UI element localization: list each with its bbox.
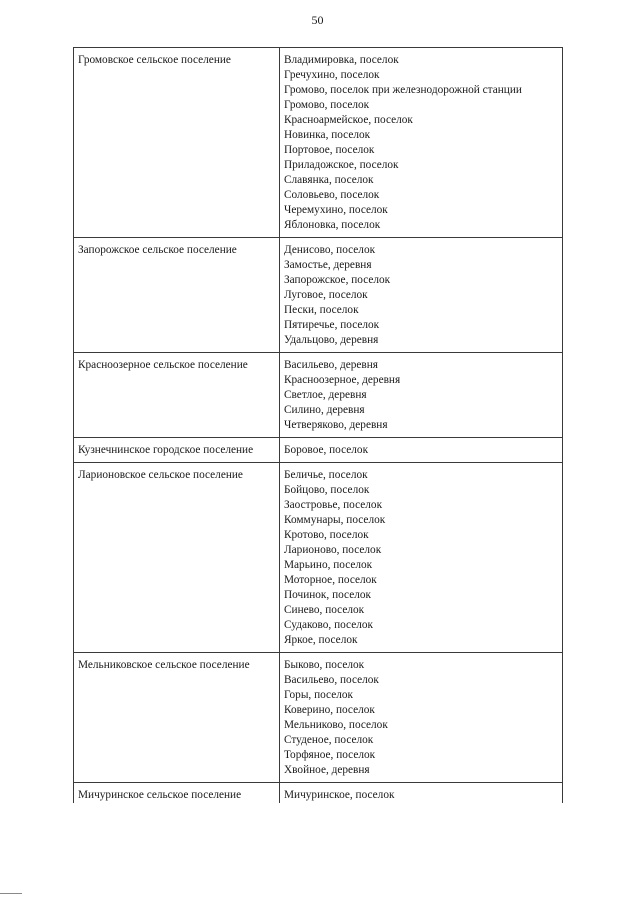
locality-item: Громово, поселок bbox=[284, 99, 370, 111]
locality-item: Васильево, поселок bbox=[284, 674, 379, 686]
locality-item: Новинка, поселок bbox=[284, 129, 371, 141]
table-row bbox=[74, 48, 563, 238]
locality-item: Горы, поселок bbox=[284, 689, 353, 701]
locality-item: Четверяково, деревня bbox=[284, 419, 388, 431]
page-number: 50 bbox=[311, 13, 324, 27]
localities-cell bbox=[280, 463, 563, 653]
localities-cell bbox=[280, 48, 563, 238]
locality-item: Яркое, поселок bbox=[284, 634, 358, 646]
locality-item: Синево, поселок bbox=[284, 604, 365, 616]
locality-item: Приладожское, поселок bbox=[284, 159, 399, 171]
locality-item: Ларионово, поселок bbox=[284, 544, 382, 556]
settlements-table bbox=[73, 47, 563, 803]
locality-item: Запорожское, поселок bbox=[284, 274, 391, 286]
locality-item: Кротово, поселок bbox=[284, 529, 369, 541]
municipality-cell: Мичуринское сельское поселение bbox=[74, 783, 280, 804]
municipality-cell: Ларионовское сельское поселение bbox=[74, 463, 280, 653]
localities-cell bbox=[280, 238, 563, 353]
municipality-cell: Громовское сельское поселение bbox=[74, 48, 280, 238]
table-row bbox=[74, 238, 563, 353]
locality-item: Починок, поселок bbox=[284, 589, 371, 601]
locality-item: Боровое, поселок bbox=[284, 444, 369, 456]
locality-item: Торфяное, поселок bbox=[284, 749, 376, 761]
table-row bbox=[74, 653, 563, 783]
locality-item: Беличье, поселок bbox=[284, 469, 368, 481]
localities-cell bbox=[280, 783, 563, 804]
locality-item: Яблоновка, поселок bbox=[284, 219, 381, 231]
locality-item: Васильево, деревня bbox=[284, 359, 378, 371]
locality-item: Светлое, деревня bbox=[284, 389, 367, 401]
locality-item: Заостровье, поселок bbox=[284, 499, 383, 511]
locality-item: Гречухино, поселок bbox=[284, 69, 380, 81]
locality-item: Коверино, поселок bbox=[284, 704, 375, 716]
locality-item: Соловьево, поселок bbox=[284, 189, 380, 201]
locality-item: Пески, поселок bbox=[284, 304, 359, 316]
locality-item: Моторное, поселок bbox=[284, 574, 377, 586]
locality-item: Быково, поселок bbox=[284, 659, 365, 671]
locality-item: Удальцово, деревня bbox=[284, 334, 379, 346]
locality-item: Красноозерное, деревня bbox=[284, 374, 401, 386]
locality-item: Бойцово, поселок bbox=[284, 484, 370, 496]
table-row bbox=[74, 783, 563, 804]
municipality-cell: Запорожское сельское поселение bbox=[74, 238, 280, 353]
localities-cell bbox=[280, 438, 563, 463]
locality-item: Студеное, поселок bbox=[284, 734, 374, 746]
settlements-table-body bbox=[74, 48, 563, 804]
municipality-cell: Красноозерное сельское поселение bbox=[74, 353, 280, 438]
localities-cell bbox=[280, 653, 563, 783]
locality-item: Марьино, поселок bbox=[284, 559, 373, 571]
scan-edge-mark bbox=[0, 893, 22, 894]
locality-item: Владимировка, поселок bbox=[284, 54, 399, 66]
table-row bbox=[74, 353, 563, 438]
locality-item: Красноармейское, поселок bbox=[284, 114, 413, 126]
locality-item: Славянка, поселок bbox=[284, 174, 374, 186]
locality-item: Пятиречье, поселок bbox=[284, 319, 380, 331]
locality-item: Громово, поселок при железнодорожной станции bbox=[284, 84, 522, 96]
municipality-cell: Кузнечнинское городское поселение bbox=[74, 438, 280, 463]
locality-item: Портовое, поселок bbox=[284, 144, 375, 156]
locality-item: Хвойное, деревня bbox=[284, 764, 370, 776]
locality-item: Коммунары, поселок bbox=[284, 514, 386, 526]
locality-item: Мичуринское, поселок bbox=[284, 789, 395, 801]
locality-item: Мельниково, поселок bbox=[284, 719, 388, 731]
locality-item: Денисово, поселок bbox=[284, 244, 376, 256]
locality-item: Луговое, поселок bbox=[284, 289, 368, 301]
locality-item: Замостье, деревня bbox=[284, 259, 372, 271]
table-row bbox=[74, 438, 563, 463]
locality-item: Силино, деревня bbox=[284, 404, 365, 416]
table-row bbox=[74, 463, 563, 653]
locality-item: Судаково, поселок bbox=[284, 619, 373, 631]
municipality-cell: Мельниковское сельское поселение bbox=[74, 653, 280, 783]
localities-cell bbox=[280, 353, 563, 438]
locality-item: Черемухино, поселок bbox=[284, 204, 388, 216]
